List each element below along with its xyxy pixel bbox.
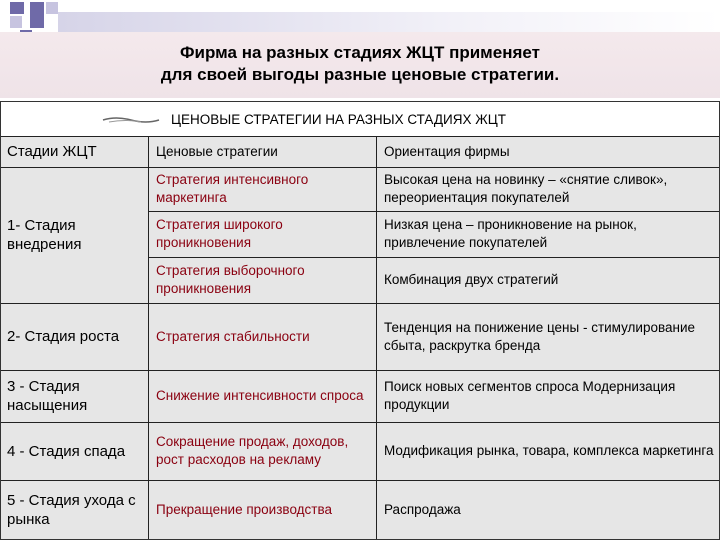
grid-line <box>1 480 719 481</box>
col-header-orientation: Ориентация фирмы <box>384 143 510 159</box>
orientation-cell: Комбинация двух стратегий <box>384 272 559 287</box>
decor-square <box>10 16 22 28</box>
title-line-2: для своей выгоды разные ценовые стратегии. <box>160 65 560 84</box>
strategy-cell: Сокращение продаж, доходов, рост расходов на рекламу <box>156 434 349 467</box>
decor-square <box>30 2 44 14</box>
decor-square <box>10 2 24 14</box>
orientation-cell: Высокая цена на новинку – «снятие сливок», переориентация покупателей <box>384 172 668 205</box>
table-heading: ЦЕНОВЫЕ СТРАТЕГИИ НА РАЗНЫХ СТАДИЯХ ЖЦТ <box>171 112 506 127</box>
stage-cell: 3 - Стадия насыщения <box>7 378 88 414</box>
strategy-cell: Прекращение производства <box>156 501 332 517</box>
decor-square <box>46 2 58 14</box>
orientation-cell: Поиск новых сегментов спроса Модернизация продукции <box>384 379 676 412</box>
stage-cell: 4 - Стадия спада <box>7 442 126 460</box>
decor-square <box>30 14 44 28</box>
grid-line <box>1 370 719 371</box>
decor-logo-icon <box>101 115 161 125</box>
grid-line <box>148 211 719 212</box>
strategy-cell: Снижение интенсивности спроса <box>156 388 364 403</box>
stage-cell: 1- Стадия внедрения <box>7 217 82 253</box>
grid-line <box>1 136 719 137</box>
orientation-cell: Низкая цена – проникновение на рынок, привлечение покупателей <box>384 217 637 250</box>
stage-cell: 5 - Стадия ухода с рынка <box>7 491 136 528</box>
strategy-cell: Стратегия интенсивного маркетинга <box>156 172 309 205</box>
stage-cell: 2- Стадия роста <box>7 328 120 345</box>
col-header-strategy: Ценовые стратегии <box>156 143 278 159</box>
grid-line <box>1 422 719 423</box>
orientation-cell: Распродажа <box>384 501 461 517</box>
strategy-cell: Стратегия выборочного проникновения <box>156 263 305 296</box>
grid-line <box>1 303 719 304</box>
strategies-table <box>0 101 720 540</box>
grid-line <box>148 257 719 258</box>
col-header-stage: Стадии ЖЦТ <box>7 142 97 160</box>
orientation-cell: Модификация рынка, товара, комплекса маркетинга <box>384 443 714 458</box>
orientation-cell: Тенденция на понижение цены - стимулирование сбыта, раскрутка бренда <box>384 319 696 353</box>
grid-line <box>148 136 149 539</box>
strategy-cell: Стратегия широкого проникновения <box>156 217 283 250</box>
grid-line <box>1 167 719 168</box>
slide-title <box>0 42 720 86</box>
strategy-cell: Стратегия стабильности <box>156 328 310 344</box>
title-line-1: Фирма на разных стадиях ЖЦТ применяет <box>180 43 540 62</box>
decor-top-bar <box>58 12 720 32</box>
grid-line <box>376 136 377 539</box>
